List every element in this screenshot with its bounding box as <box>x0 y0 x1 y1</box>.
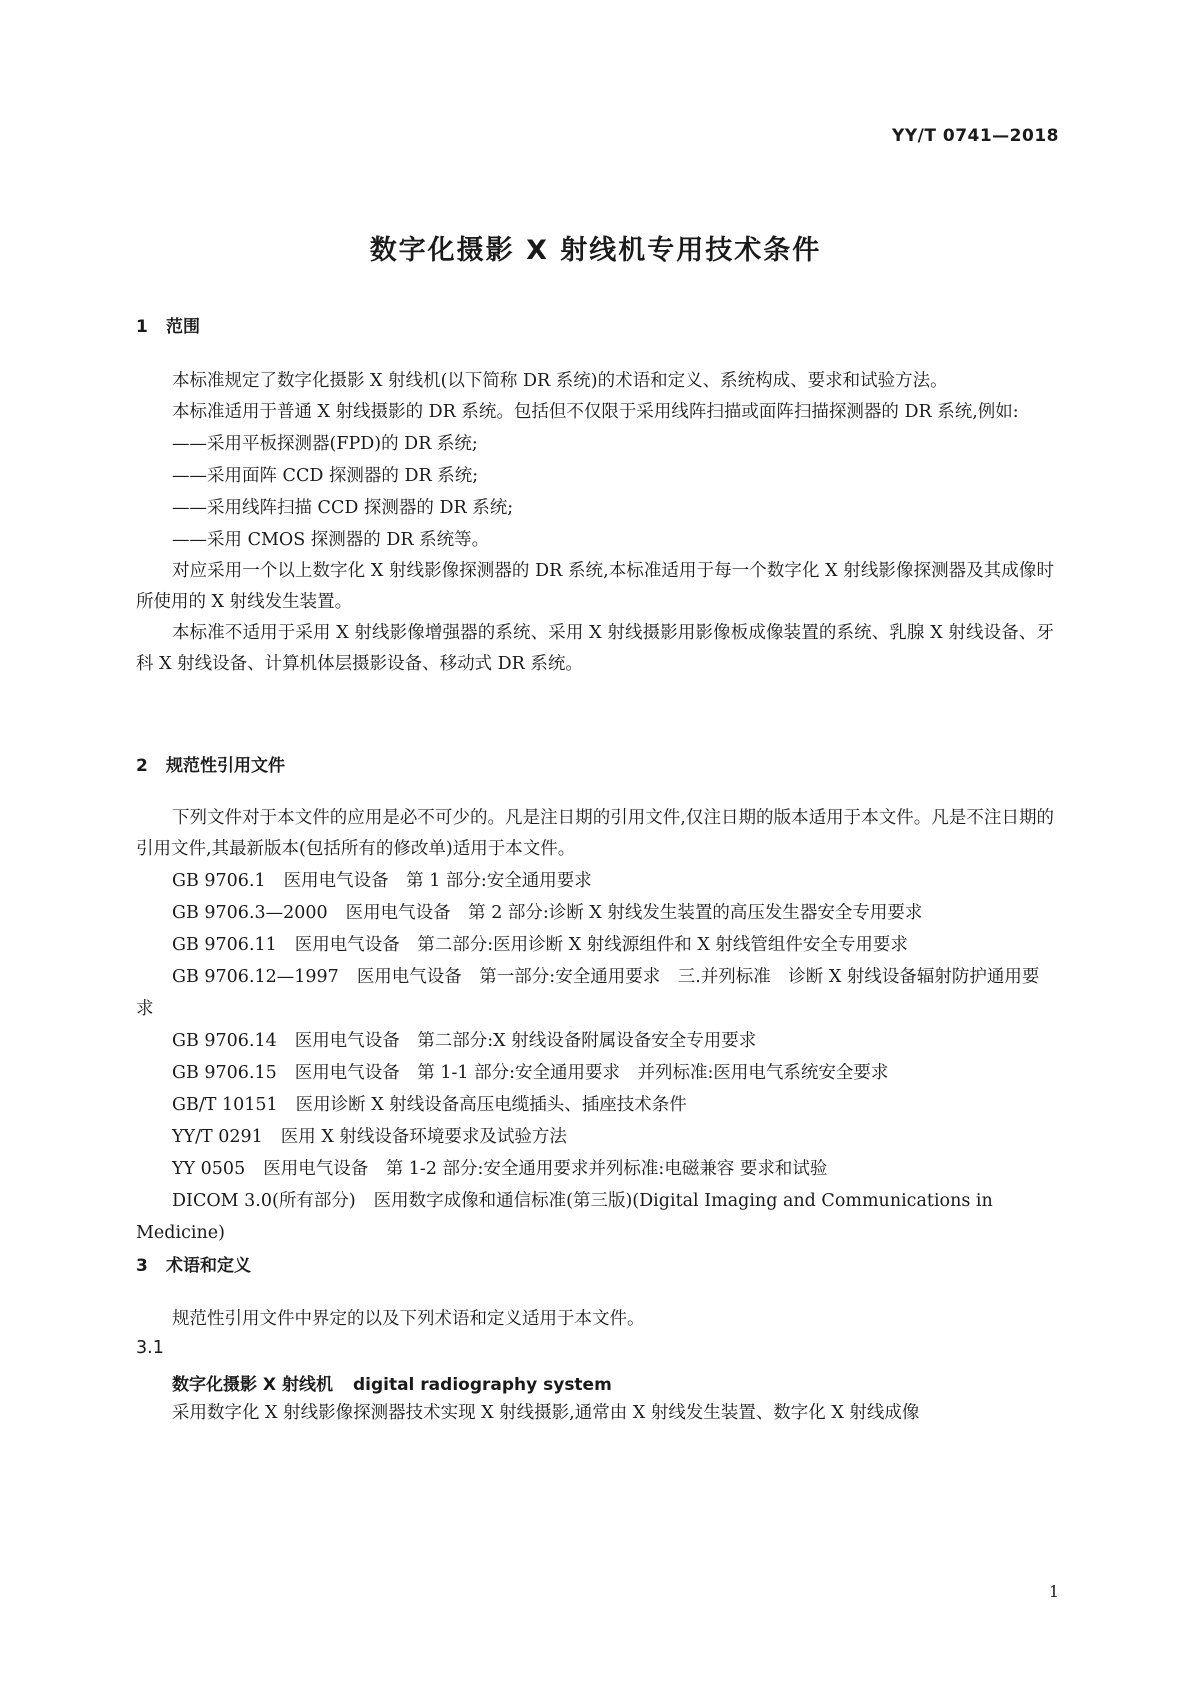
reference-title: 医用电气设备 第 1 部分:安全通用要求 <box>283 871 592 891</box>
document-title: 数字化摄影 X 射线机专用技术条件 <box>369 235 822 266</box>
section-1-body <box>136 366 1054 680</box>
paragraph: 本标准不适用于采用 X 射线影像增强器的系统、采用 X 射线摄影用影像板成像装置的系统、乳腺 X 射线设备、牙科 X 射线设备、计算机体层摄影设备、移动式 DR 系统。 <box>136 623 1054 674</box>
reference-item <box>136 1025 1054 1057</box>
reference-title: 医用 X 射线设备环境要求及试验方法 <box>280 1127 567 1147</box>
section-title: 术语和定义 <box>166 1256 251 1276</box>
page-number: 1 <box>1048 1582 1059 1601</box>
reference-title: 医用电气设备 第二部分:X 射线设备附属设备安全专用要求 <box>294 1031 757 1051</box>
reference-code: GB 9706.1 <box>172 871 266 891</box>
reference-title: 医用电气设备 第一部分:安全通用要求 三.并列标准 诊断 X 射线设备辐射防护通用要求 <box>136 967 1040 1019</box>
standard-code: YY/T 0741—2018 <box>892 126 1059 146</box>
section-title: 范围 <box>166 317 200 337</box>
section-3-intro <box>136 1304 1054 1335</box>
list-item: ——采用 CMOS 探测器的 DR 系统等。 <box>172 530 490 550</box>
reference-code: DICOM 3.0(所有部分) <box>172 1191 356 1211</box>
reference-code: GB 9706.15 <box>172 1063 277 1083</box>
list-item: ——采用面阵 CCD 探测器的 DR 系统; <box>172 466 479 486</box>
section-number: 1 <box>136 317 148 337</box>
reference-title: 医用电气设备 第 2 部分:诊断 X 射线发生装置的高压发生器安全专用要求 <box>345 903 923 923</box>
paragraph: 本标准规定了数字化摄影 X 射线机(以下简称 DR 系统)的术语和定义、系统构成、要求和试验方法。 <box>172 371 948 391</box>
reference-item <box>136 961 1054 1025</box>
term-definition <box>136 1398 1054 1429</box>
reference-title: 医用电气设备 第二部分:医用诊断 X 射线源组件和 X 射线管组件安全专用要求 <box>294 935 908 955</box>
paragraph: 采用数字化 X 射线影像探测器技术实现 X 射线摄影,通常由 X 射线发生装置、数字化 X 射线成像 <box>172 1403 920 1423</box>
reference-item <box>136 1185 1054 1249</box>
reference-code: GB/T 10151 <box>172 1095 278 1115</box>
section-title: 规范性引用文件 <box>166 756 285 776</box>
reference-code: GB 9706.3—2000 <box>172 903 328 923</box>
term-english: digital radiography system <box>352 1375 612 1395</box>
reference-item <box>136 1121 1054 1153</box>
reference-code: YY/T 0291 <box>172 1127 263 1147</box>
section-2-heading <box>136 751 285 776</box>
reference-title: 医用电气设备 第 1-2 部分:安全通用要求并列标准:电磁兼容 要求和试验 <box>263 1159 828 1179</box>
section-number: 3 <box>136 1256 148 1276</box>
paragraph: 下列文件对于本文件的应用是必不可少的。凡是注日期的引用文件,仅注日期的版本适用于本文件。凡是不注日期的引用文件,其最新版本(包括所有的修改单)适用于本文件。 <box>136 808 1054 859</box>
section-3-heading <box>136 1251 251 1276</box>
reference-item <box>136 865 1054 897</box>
term-chinese: 数字化摄影 X 射线机 <box>172 1375 333 1395</box>
paragraph: 规范性引用文件中界定的以及下列术语和定义适用于本文件。 <box>172 1309 645 1329</box>
list-item: ——采用平板探测器(FPD)的 DR 系统; <box>172 434 478 454</box>
section-1-heading <box>136 312 200 337</box>
reference-title: 医用电气设备 第 1-1 部分:安全通用要求 并列标准:医用电气系统安全要求 <box>294 1063 889 1083</box>
reference-item <box>136 1089 1054 1121</box>
term-number: 3.1 <box>136 1338 164 1358</box>
reference-title: 医用数字成像和通信标准(第三版)(Digital Imaging and Communications in Medicine) <box>136 1191 993 1243</box>
reference-item <box>136 929 1054 961</box>
section-2-body <box>136 803 1054 1249</box>
reference-title: 医用诊断 X 射线设备高压电缆插头、插座技术条件 <box>295 1095 687 1115</box>
reference-code: GB 9706.11 <box>172 935 277 955</box>
reference-item <box>136 897 1054 929</box>
section-number: 2 <box>136 756 148 776</box>
paragraph: 对应采用一个以上数字化 X 射线影像探测器的 DR 系统,本标准适用于每一个数字化 X 射线影像探测器及其成像时所使用的 X 射线发生装置。 <box>136 561 1054 612</box>
term-heading <box>172 1370 612 1395</box>
reference-code: GB 9706.14 <box>172 1031 277 1051</box>
paragraph: 本标准适用于普通 X 射线摄影的 DR 系统。包括但不仅限于采用线阵扫描或面阵扫描探测器的 DR 系统,例如: <box>172 402 1019 422</box>
reference-item <box>136 1153 1054 1185</box>
list-item: ——采用线阵扫描 CCD 探测器的 DR 系统; <box>172 498 514 518</box>
reference-code: YY 0505 <box>172 1159 246 1179</box>
reference-code: GB 9706.12—1997 <box>172 967 339 987</box>
reference-item <box>136 1057 1054 1089</box>
